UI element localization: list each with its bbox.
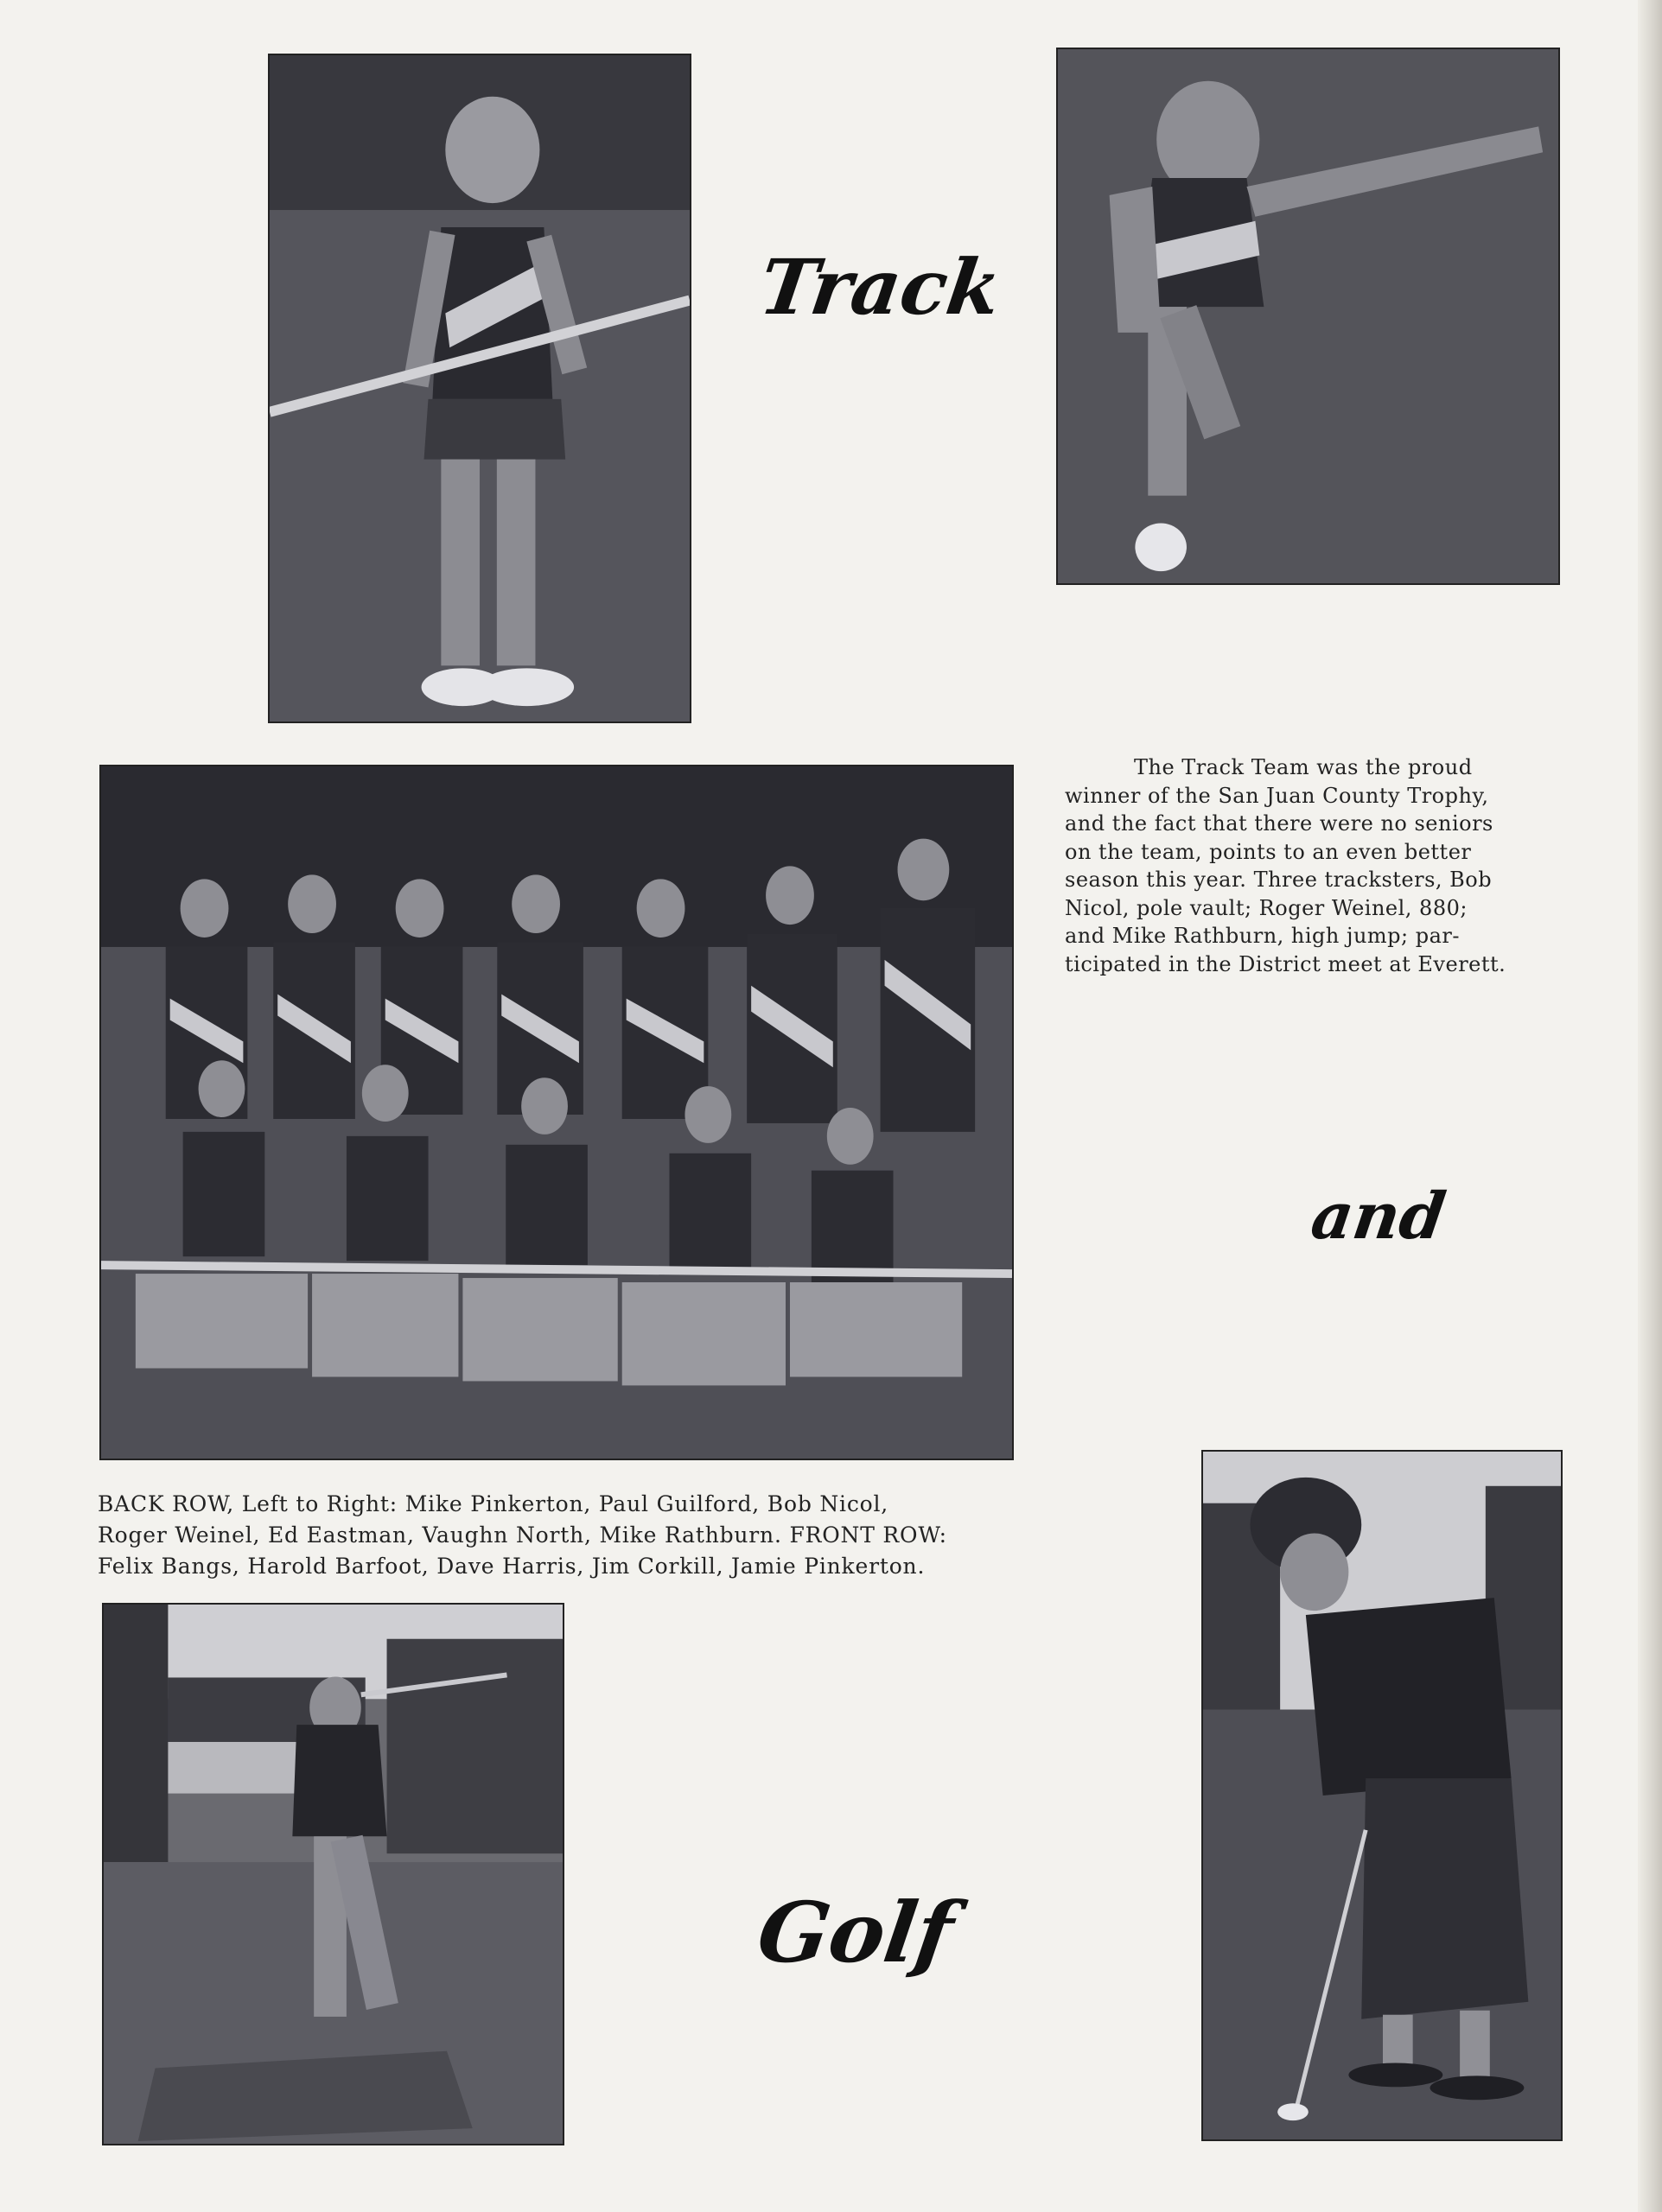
story-line: The Track Team was the proud — [1134, 755, 1473, 779]
photo-runner — [1056, 48, 1560, 585]
story-line: season this year. Three tracksters, Bob — [1065, 868, 1493, 892]
and-title: and — [1306, 1179, 1450, 1254]
photo-golfer-girl — [1201, 1450, 1563, 2141]
photo-golfer-boy — [102, 1603, 564, 2145]
team-caption — [98, 1489, 1031, 1582]
caption-line: Felix Bangs, Harold Barfoot, Dave Harris, Jim Corkill, Jamie Pinkerton. — [98, 1554, 926, 1579]
photo-track-team — [99, 765, 1014, 1460]
story-line: ticipated in the District meet at Everett. — [1065, 951, 1506, 976]
story-line: and the fact that there were no seniors — [1065, 811, 1493, 836]
caption-line: BACK ROW, Left to Right: Mike Pinkerton, Paul Guilford, Bob Nicol, — [98, 1491, 889, 1516]
story-line: on the team, points to an even better — [1065, 839, 1472, 864]
caption-line: Roger Weinel, Ed Eastman, Vaughn North, Mike Rathburn. FRONT ROW: — [98, 1522, 947, 1548]
story-line: Nicol, pole vault; Roger Weinel, 880; — [1065, 895, 1468, 920]
story-line: winner of the San Juan County Trophy, — [1065, 783, 1489, 808]
page-edge — [1638, 0, 1662, 2212]
story-line: and Mike Rathburn, high jump; par- — [1065, 924, 1460, 948]
track-title: Track — [754, 242, 1007, 332]
photo-pole-vaulter — [268, 54, 691, 723]
track-story — [1065, 753, 1601, 978]
golf-title: Golf — [752, 1884, 959, 1981]
